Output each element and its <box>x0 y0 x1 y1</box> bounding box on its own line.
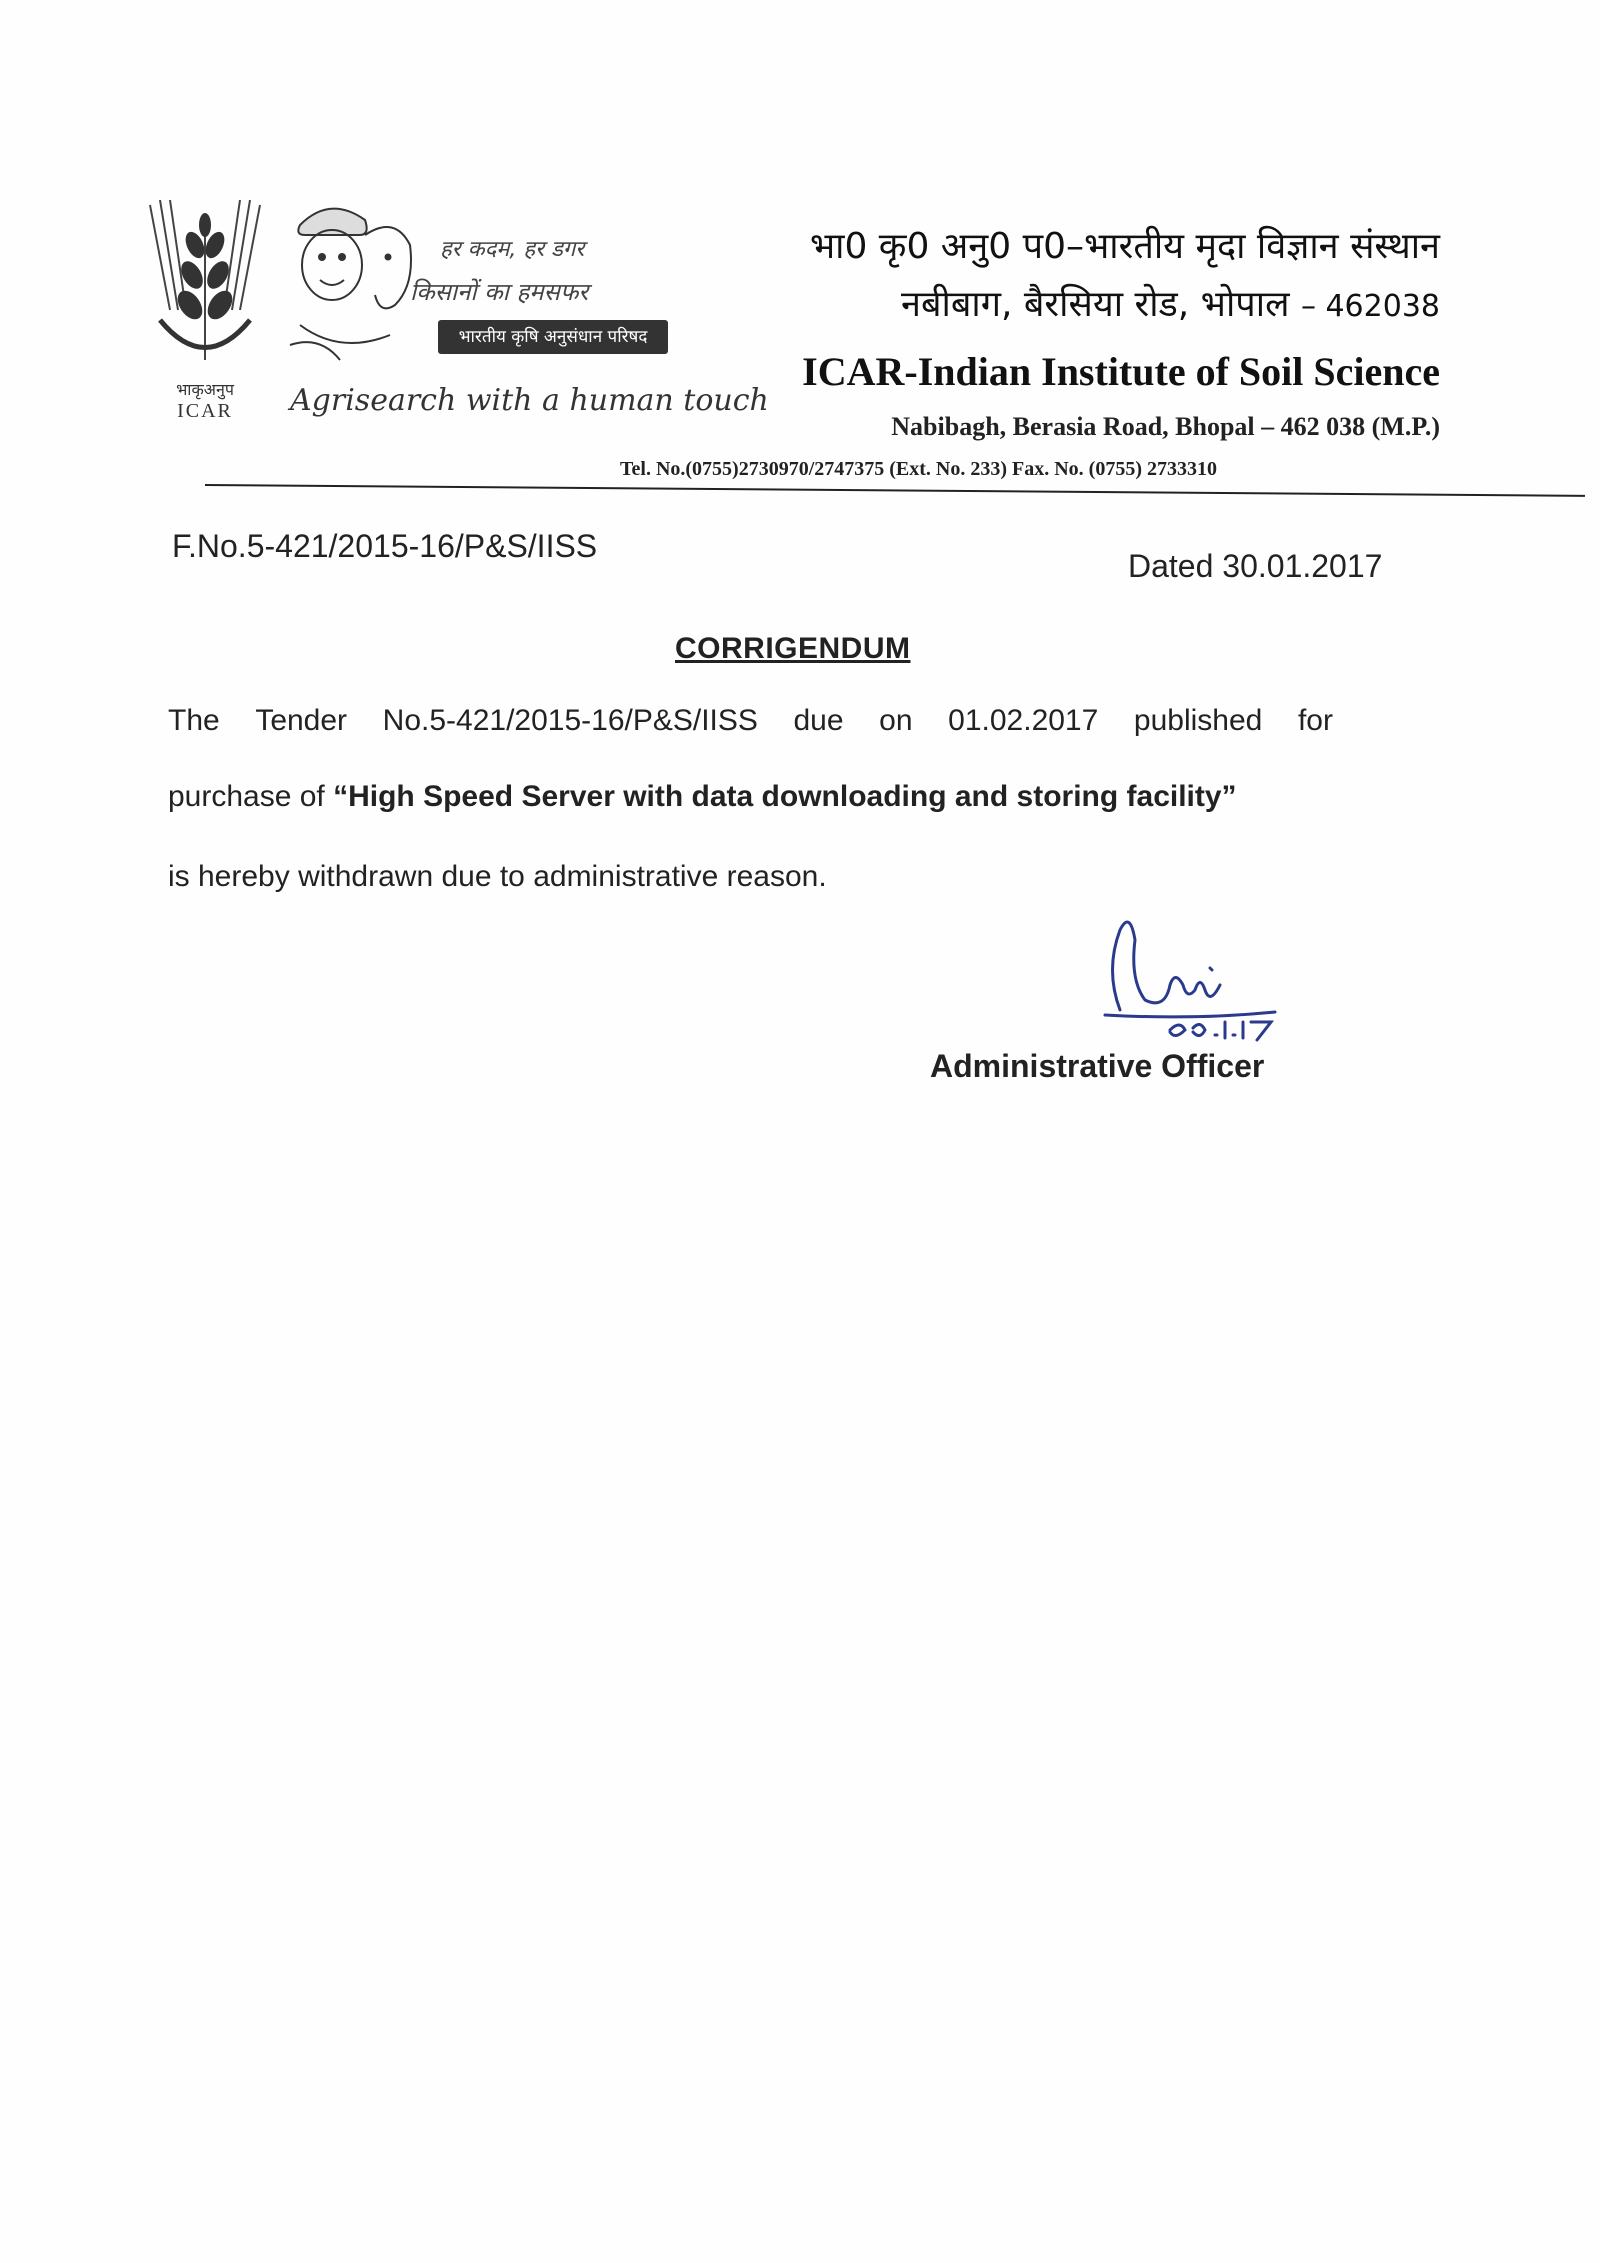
institute-address-english: Nabibagh, Berasia Road, Bhopal – 462 038 (M.P.) <box>891 412 1440 441</box>
address-hindi-text: नबीबाग, बैरसिया रोड, भोपाल <box>900 284 1290 325</box>
wheat-emblem-icon <box>140 200 270 375</box>
icar-label-hindi: भाकृअनुप <box>176 382 234 399</box>
council-name-badge: भारतीय कृषि अनुसंधान परिषद <box>438 320 668 354</box>
item-description: “High Speed Server with data downloading and storing facility” <box>333 780 1237 813</box>
body-word: due <box>793 704 844 737</box>
signatory-designation: Administrative Officer <box>930 1048 1265 1084</box>
file-number: F.No.5-421/2015-16/P&S/IISS <box>172 528 598 564</box>
tagline: Agrisearch with a human touch <box>290 383 769 418</box>
handwritten-signature-icon <box>1075 890 1315 1050</box>
body-word: The <box>168 704 220 737</box>
institute-address-hindi <box>901 278 1440 327</box>
body-line-1 <box>168 704 1333 738</box>
farmers-illustration-icon <box>280 195 430 365</box>
institute-name-english: ICAR-Indian Institute of Soil Science <box>802 349 1440 394</box>
slogan-hindi-2: किसानों का हमसफर <box>410 278 589 306</box>
document-heading: CORRIGENDUM <box>675 632 911 665</box>
body-word: published <box>1133 704 1263 737</box>
address-hindi-pin: – 462038 <box>1300 289 1440 324</box>
slogan-hindi-1: हर कदम, हर डगर <box>440 237 585 262</box>
body-word: 01.02.2017 <box>948 704 1099 737</box>
signature <box>1075 890 1315 1050</box>
body-word: Tender <box>255 704 348 737</box>
contact-line: Tel. No.(0755)2730970/2747375 (Ext. No. 233) Fax. No. (0755) 2733310 <box>620 458 1218 480</box>
header-divider <box>205 484 1585 497</box>
body-line-3: is hereby withdrawn due to administrative reason. <box>168 860 827 893</box>
body-word: No.5-421/2015-16/P&S/IISS <box>382 704 758 737</box>
document-date: Dated 30.01.2017 <box>1128 548 1383 584</box>
icar-logo <box>140 200 270 430</box>
body-line-2 <box>168 780 1237 814</box>
farmers-logo <box>280 195 769 435</box>
institute-name-hindi: भा0 कृ0 अनु0 प0–भारतीय मृदा विज्ञान संस्थान <box>809 226 1440 267</box>
body-word: on <box>879 704 913 737</box>
body-word: for <box>1297 704 1333 737</box>
body-line-2-prefix: purchase of <box>168 780 334 813</box>
icar-label-english: ICAR <box>177 400 233 422</box>
